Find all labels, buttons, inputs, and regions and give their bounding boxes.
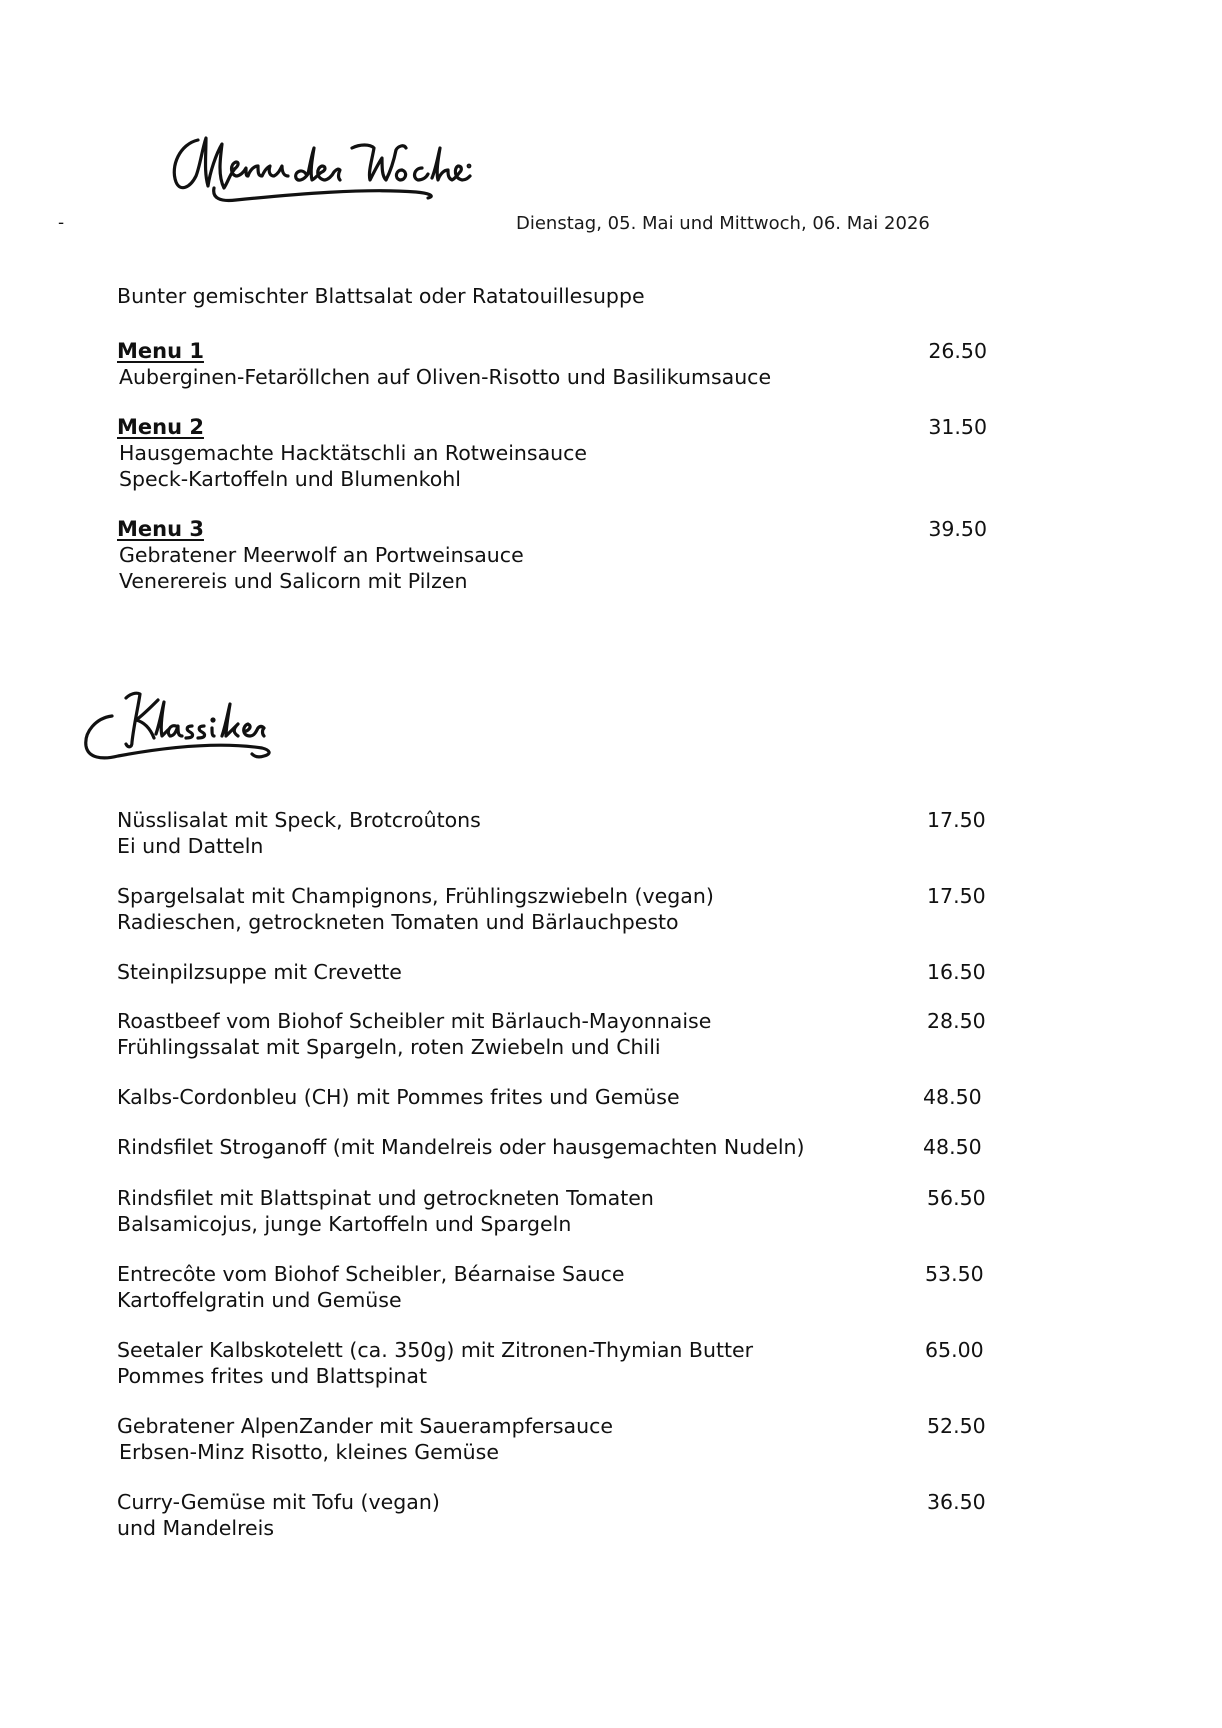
classic-item-name: Nüsslisalat mit Speck, Brotcroûtons bbox=[117, 808, 481, 832]
menu-3-description-line-2: Venerereis und Salicorn mit Pilzen bbox=[119, 568, 468, 593]
menu-2-block bbox=[117, 415, 997, 492]
classic-item-name: Rindsfilet mit Blattspinat und getrockneten Tomaten bbox=[117, 1186, 654, 1210]
classic-item bbox=[117, 808, 997, 859]
classic-item bbox=[117, 884, 997, 935]
menu-2-description-line-2: Speck-Kartoffeln und Blumenkohl bbox=[119, 466, 461, 491]
classic-item-price: 17.50 bbox=[927, 808, 986, 832]
classic-item-name: Steinpilzsuppe mit Crevette bbox=[117, 960, 402, 984]
classic-item bbox=[117, 1490, 997, 1541]
menu-1-block bbox=[117, 339, 997, 391]
classic-item bbox=[117, 1338, 997, 1389]
klassiker-handwritten-title bbox=[82, 682, 282, 772]
menu-2-description-line-1: Hausgemachte Hacktätschli an Rotweinsauce bbox=[119, 441, 588, 465]
classic-item-price: 56.50 bbox=[927, 1186, 986, 1210]
classic-item-description: Kartoffelgratin und Gemüse bbox=[117, 1287, 402, 1312]
classic-item-price: 65.00 bbox=[925, 1338, 984, 1362]
classic-item-price: 52.50 bbox=[927, 1414, 986, 1438]
classic-item bbox=[117, 1009, 997, 1060]
classic-item-name: Roastbeef vom Biohof Scheibler mit Bärlauch-Mayonnaise bbox=[117, 1009, 712, 1033]
classic-item-price: 17.50 bbox=[927, 884, 986, 908]
classic-item-price: 48.50 bbox=[923, 1085, 982, 1109]
classic-item-description: und Mandelreis bbox=[117, 1515, 275, 1540]
classic-item-description: Pommes frites und Blattspinat bbox=[117, 1363, 428, 1388]
classic-item-price: 53.50 bbox=[925, 1262, 984, 1286]
menu-3-label: Menu 3 bbox=[117, 517, 204, 541]
classic-item bbox=[117, 1414, 997, 1465]
menu-1-description: Auberginen-Fetaröllchen auf Oliven-Risotto und Basilikumsauce bbox=[119, 365, 772, 389]
classic-item bbox=[117, 960, 997, 986]
menu-3-price: 39.50 bbox=[928, 517, 987, 541]
classic-item-name: Entrecôte vom Biohof Scheibler, Béarnaise Sauce bbox=[117, 1262, 625, 1286]
starter-line: Bunter gemischter Blattsalat oder Ratatouillesuppe bbox=[117, 284, 645, 308]
classic-item-name: Seetaler Kalbskotelett (ca. 350g) mit Zitronen-Thymian Butter bbox=[117, 1338, 754, 1362]
classic-item-description: Balsamicojus, junge Kartoffeln und Spargeln bbox=[117, 1211, 572, 1236]
classic-item-price: 16.50 bbox=[927, 960, 986, 984]
classic-item-description: Frühlingssalat mit Spargeln, roten Zwiebeln und Chili bbox=[117, 1034, 661, 1059]
menu-1-price: 26.50 bbox=[928, 339, 987, 363]
classic-item bbox=[117, 1186, 997, 1237]
classic-item bbox=[117, 1135, 997, 1161]
menu-2-price: 31.50 bbox=[928, 415, 987, 439]
classic-item-description: Ei und Datteln bbox=[117, 833, 264, 858]
classic-item-description: Radieschen, getrockneten Tomaten und Bärlauchpesto bbox=[117, 909, 679, 934]
classic-item-price: 28.50 bbox=[927, 1009, 986, 1033]
menu-3-block bbox=[117, 517, 997, 594]
menu-date: Dienstag, 05. Mai und Mittwoch, 06. Mai 2026 bbox=[516, 213, 930, 234]
menu-1-label: Menu 1 bbox=[117, 339, 204, 363]
classic-item-description: Erbsen-Minz Risotto, kleines Gemüse bbox=[119, 1439, 499, 1464]
menu-2-label: Menu 2 bbox=[117, 415, 204, 439]
classic-item-price: 36.50 bbox=[927, 1490, 986, 1514]
stray-dash: - bbox=[58, 213, 65, 233]
menu-3-description-line-1: Gebratener Meerwolf an Portweinsauce bbox=[119, 543, 524, 567]
classic-item bbox=[117, 1262, 997, 1313]
classic-item-name: Kalbs-Cordonbleu (CH) mit Pommes frites und Gemüse bbox=[117, 1085, 680, 1109]
menu-der-woche-handwritten-title bbox=[166, 126, 476, 212]
classic-item-name: Rindsfilet Stroganoff (mit Mandelreis oder hausgemachten Nudeln) bbox=[117, 1135, 805, 1159]
classic-item-name: Spargelsalat mit Champignons, Frühlingszwiebeln (vegan) bbox=[117, 884, 714, 908]
classic-item-name: Gebratener AlpenZander mit Sauerampfersauce bbox=[117, 1414, 613, 1438]
classic-item-price: 48.50 bbox=[923, 1135, 982, 1159]
classic-item-name: Curry-Gemüse mit Tofu (vegan) bbox=[117, 1490, 440, 1514]
classic-item bbox=[117, 1085, 997, 1111]
